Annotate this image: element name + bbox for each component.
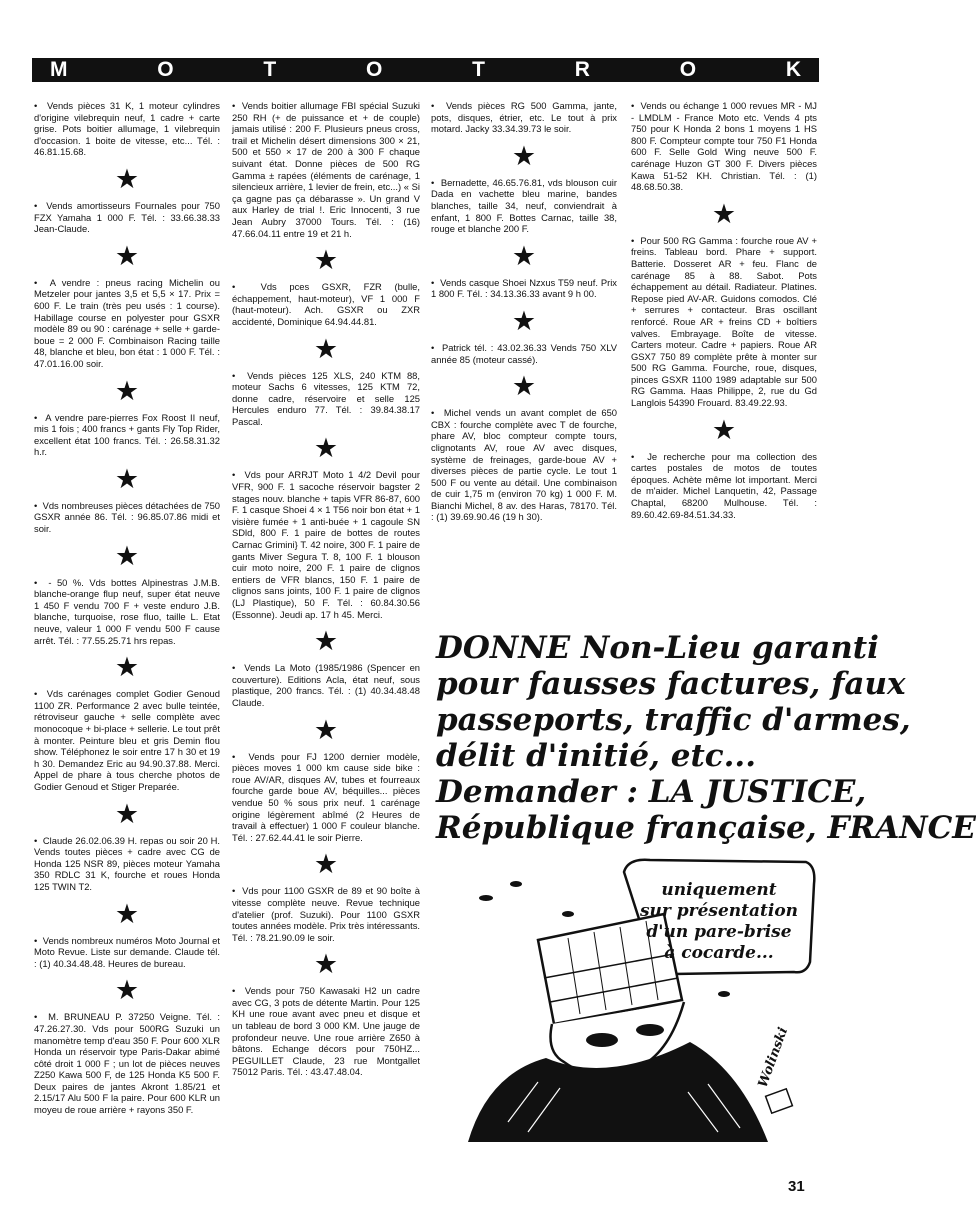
headline-line: Demander : LA JUSTICE, [436,774,867,810]
classified-ad: • Claude 26.02.06.39 H. repas ou soir 20 H. Vends toutes pièces + cadre avec CG de Honda 125 NSR 89, pièces moteur Yamaha 350 RDLC 31 K, fourche et roues Honda 125 TWIN T2. [34,835,220,893]
star-separator-icon: ★ [114,540,140,571]
classified-ad: • Vends pour 750 Kawasaki H2 un cadre avec CG, 3 pots de détente Martin. Pour 125 KH une roue avant avec pneu et disque et un tableau de bord 3 000 KM. Une jauge de profondeur neuve. Une roue arrière Z650 à bâtons. Echange décors pour 750HZ... PEGUILLET Claude, 23 rue Montgallet 75012 Paris. Tél. : 43.47.48.04. [232,985,420,1078]
star-separator-icon: ★ [114,463,140,494]
star-separator-icon: ★ [313,949,339,980]
star-separator-icon: ★ [114,652,140,683]
banner-letter: R [574,58,590,81]
classified-ad: • Vends nombreux numéros Moto Journal et Moto Revue. Liste sur demande. Claude tél. : (1) 40.34.48.48. Heures de bureau. [34,935,220,970]
classified-ad: • A vendre pare-pierres Fox Roost II neuf, mis 1 fois ; 400 francs + gants Fly Top Rider, excellent état 100 francs. Tél. : 26.58.31.32 h.r. [34,412,220,458]
bubble-line: sur présentation [639,901,799,921]
classified-ad: • Vends pièces RG 500 Gamma, jante, pots, disques, étrier, etc. Le tout à prix motard. Jacky 33.34.39.73 le soir. [431,100,617,135]
classifieds-column-1 [34,100,220,1116]
classified-ad: • Vends La Moto (1985/1986 (Spencer en couverture). Editions Acla, état neuf, sous plastique, 200 francs. Tél. : (1) 40.34.48.48 Claude. [232,662,420,708]
star-separator-icon: ★ [711,414,737,445]
headline-line: passeports, traffic d'armes, [436,702,911,738]
classified-ad: • Vds pour ARRJT Moto 1 4/2 Devil pour VFR, 900 F. 1 sacoche réservoir bagster 2 stages nouv. blanche + tapis VFR 86-87, 600 F. 1 casque Shoei 4 × 1 T56 noir bon état + 1 visière fumée + 1 anti-buée + 1 cagoule SN SDld, 800 F. 1 paire de bottes de routes Carnac Grimini} T. 42 noire, 300 F. 1 paire de gants Miver Segura T. 8, 100 F. 1 blouson cuir moto noire, 200 F. 1 paire de clignos entiers de VFR blancs, 150 F. 1 paire de clignos sans joints, 100 F. 1 paire de clignos (LJ Plastique), 50 F. Tél. : 60.84.30.56 (Essonne). Jeudi ap. 17 h 45. Merci. [232,469,420,620]
star-separator-icon: ★ [313,714,339,745]
classifieds-column-3 [431,100,617,523]
classified-ad: • Vds pour 1100 GSXR de 89 et 90 boîte à vitesse complète neuve. Revue technique d'atelier (prof. Suzuki). Pour 1100 GSXR toutes années modèle. Prix très intéressants. Tél. : 78.21.90.09 le soir. [232,885,420,943]
star-separator-icon: ★ [313,626,339,657]
cartoonist-signature: Wolinski [755,1025,792,1090]
classified-ad: • Vds pces GSXR, FZR (bulle, échappement, haut-moteur), VF 1 000 F (haut-moteur). Ach. GSXR ou ZXR accidenté, Dominique 64.94.44.81. [232,281,420,327]
bubble-line: uniquement [661,880,777,900]
classified-ad: • Je recherche pour ma collection des cartes postales de motos de toutes époques. Achète même lot important. Merci de m'aider. Michel Lanquetin, 42, Passage Chaptal, 68200 Mulhouse. Tél. : 89.60.42.69-84.51.34.33. [631,451,817,521]
headline-line: pour fausses factures, faux [436,666,906,702]
banner-letter: O [679,58,697,81]
classified-ad: • Vends pour FJ 1200 dernier modèle, pièces moves 1 000 km cause side bike : roue AV/AR, disques AV, tubes et fourreaux fourche garde boue AV, béquilles... pièces vendue 50 % sous prix neuf. 1 carénage origine légèrement abîmé (2 Heures de travail à effectuer) 1 000 F couleur blanche. Tél. : 27.62.44.41 le soir Pierre. [232,751,420,844]
classified-ad: • - 50 %. Vds bottes Alpinestras J.M.B. blanche-orange flup neuf, super état neuve 1 450 F vendu 700 F + veste enduro J.B. blanche, turquoise, rose fluo, taille L. Etat neuve, valeur 1 000 F vendu 500 F cause arrêt. Tél. : 77.55.25.71 hrs repas. [34,577,220,647]
classified-ad: • Michel vends un avant complet de 650 CBX : fourche complète avec T de fourche, phare AV, bloc compteur compte tours, clignotants AV, roue AV avec disques, système de freinages, garde-boue AV + diverses pièces de partie cycle. Le tout 1 500 F ou vente au détail. Une combinaison de cuir 1,75 m (environ 70 kg) 1 000 F. M. Bianchi Michel, 8 av. des Haras, 78170. Tél. : (1) 39.69.90.46 (19 h 30). [431,407,617,523]
classified-ad: • Vends amortisseurs Fournales pour 750 FZX Yamaha 1 000 F. Tél. : 33.66.38.33 Jean-Claude. [34,200,220,235]
star-separator-icon: ★ [313,433,339,464]
section-banner [32,58,819,82]
classified-ad: • Vds carénages complet Godier Genoud 1100 ZR. Performance 2 avec bulle teintée, rétroviseur gauche + selle complète avec monocoque + bi-place + sellerie. Le tout prêt à monter. Peinture bleu et gris Demin flou show. Téléphonez le soir entre 17 h 30 et 19 h 30. Demandez Eric au 94.90.37.88. Merci. Appel de phare à tous cherche photos de Godier Genoud et Stiger Preparée. [34,688,220,792]
headline-line: DONNE Non-Lieu garanti [436,630,879,666]
classified-ad: • M. BRUNEAU P. 37250 Veigne. Tél. : 47.26.27.30. Vds pour 500RG Suzuki un manomètre temp d'eau 350 F. Pour 600 XLR Honda un réservoir type Paris-Dakar abimé côté droit 1 000 F ; un lot de pièces neuves Z250 Kawa 500 F, de 125 Honda K5 500 F. Deux paires de jantes Akront 1.85/21 et 2.15/17 Alu 500 F la paire. Pour 600 KLR un moyeu de roue arrière + rayons 350 F. [34,1011,220,1115]
star-separator-icon: ★ [313,849,339,880]
cartoon-headline [436,630,976,846]
classifieds-column-2 [232,100,420,1078]
star-separator-icon: ★ [511,240,537,271]
classified-ad: • Vends ou échange 1 000 revues MR - MJ - LMDLM - France Moto etc. Vends 4 pts 750 pour K Honda 2 bons 1 moyens 1 HS 800 F. Compteur compte tour 750 F1 Honda 600 F. Selle Gold Wing neuve 500 F. carénage Huzon GT 300 F. Divers pièces Kawa 51-52 KH. Christian. Tél. : (1) 48.68.50.38. [631,100,817,193]
page-number: 31 [788,1178,805,1195]
banner-letter: O [157,58,174,81]
star-separator-icon: ★ [114,240,140,271]
star-separator-icon: ★ [511,140,537,171]
classified-ad: • Vends casque Shoei Nzxus T59 neuf. Prix 1 800 F. Tél. : 34.13.36.33 avant 9 h 00. [431,277,617,300]
banner-letter: T [472,58,485,81]
bubble-line: à cocarde... [664,943,774,963]
classified-ad: • Vds nombreuses pièces détachées de 750 GSXR année 86. Tél. : 96.85.07.86 midi et soir. [34,500,220,535]
banner-letter: O [366,58,383,81]
classified-ad: • Pour 500 RG Gamma : fourche roue AV + freins. Tableau bord. Phare + support. Batterie. Dosseret AR + feu. Flanc de carénage 85 à 88. Sabot. Pots échappement au détail. Radiateur. Platines. Repose pied AV-AR. Guidons comodos. Clé + serrures + contacteur. Bras oscillant renforcé. Roue AR + freins CD + boîtiers valves. Embrayage. Boîte de vitesse. Carters moteur. Cadre + papiers. Roue AR GSX7 750 89 complète prête à monter sur 500 RG Gamma. Fourche, roue, disques, pinces GSXR 1100 1989 adaptable sur 500 RG Gamma. Haas Philippe, 2, rue du Gd Langlois 54390 Frouard. 83.49.22.93. [631,235,817,409]
classifieds-column-4 [631,100,817,520]
speech-bubble-text [624,880,814,964]
star-separator-icon: ★ [114,163,140,194]
star-separator-icon: ★ [313,333,339,364]
banner-letter: K [785,58,801,81]
star-separator-icon: ★ [313,245,339,276]
star-separator-icon: ★ [511,371,537,402]
star-separator-icon: ★ [114,898,140,929]
banner-letter: T [263,58,277,81]
star-separator-icon: ★ [711,198,737,229]
star-separator-icon: ★ [114,798,140,829]
classified-ad: • A vendre : pneus racing Michelin ou Metzeler pour jantes 3,5 et 5,5 × 17. Prix = 600 F. Le train (très peu usés : 1 course). Habillage course en polyester pour GSXR modèle 89 ou 90 : carénage + selle + garde-boue = 2 000 F. Combinaison Racing taille 48, blanche et bleu, bon état : 1 000 F. Tél. : 47.01.16.00 soir. [34,277,220,370]
star-separator-icon: ★ [511,305,537,336]
headline-line: délit d'initié, etc... [436,738,757,774]
headline-line: République française, FRANCE [436,810,976,846]
bubble-line: d'un pare-brise [646,922,792,942]
classified-ad: • Vends pièces 125 XLS, 240 KTM 88, moteur Sachs 6 vitesses, 125 KTM 72, donne cadre, réservoire et selle 125 Hercules enduro 77. Tél. : 39.84.38.17 Pascal. [232,370,420,428]
classified-ad: • Vends pièces 31 K, 1 moteur cylindres d'origine vilebrequin neuf, 1 cadre + carte grise. Pots boitier allumage, 1 vilebrequin d'occasion. 1 boite de vitesse, etc... Tél. : 46.81.15.68. [34,100,220,158]
banner-letter: M [50,58,68,81]
classified-ad: • Vends boitier allumage FBI spécial Suzuki 250 RH (+ de puissance et + de couple) jamais utilisé : 200 F. Plusieurs pneus cross, trail et Michelin désert dimensions 300 × 21, 500 et 550 × 17 de 200 à 300 F chaque suivant état. Donne pièces de 500 RG Gamma ± rapées (éléments de carénage, 1 silencieux arrière, 1 levier de frein, etc...) « Si ça gagne pas ça débarasse ». Un grand V aux Harley de trial !. Eric Innocenti, 3 rue Jean Aubry 37000 Tours. Tél. : (16) 47.66.04.11 entre 19 et 21 h. [232,100,420,239]
classified-ad: • Patrick tél. : 43.02.36.33 Vends 750 XLV année 85 (moteur cassé). [431,342,617,365]
classified-ad: • Bernadette, 46.65.76.81, vds blouson cuir Dada en vachette bleu marine, bandes blanches, taille 34, neuf, conviendrait à enfant, 1 800 F. Bottes Carnac, taille 38, rouge et blanche 200 F. [431,177,617,235]
star-separator-icon: ★ [114,375,140,406]
star-separator-icon: ★ [114,975,140,1006]
